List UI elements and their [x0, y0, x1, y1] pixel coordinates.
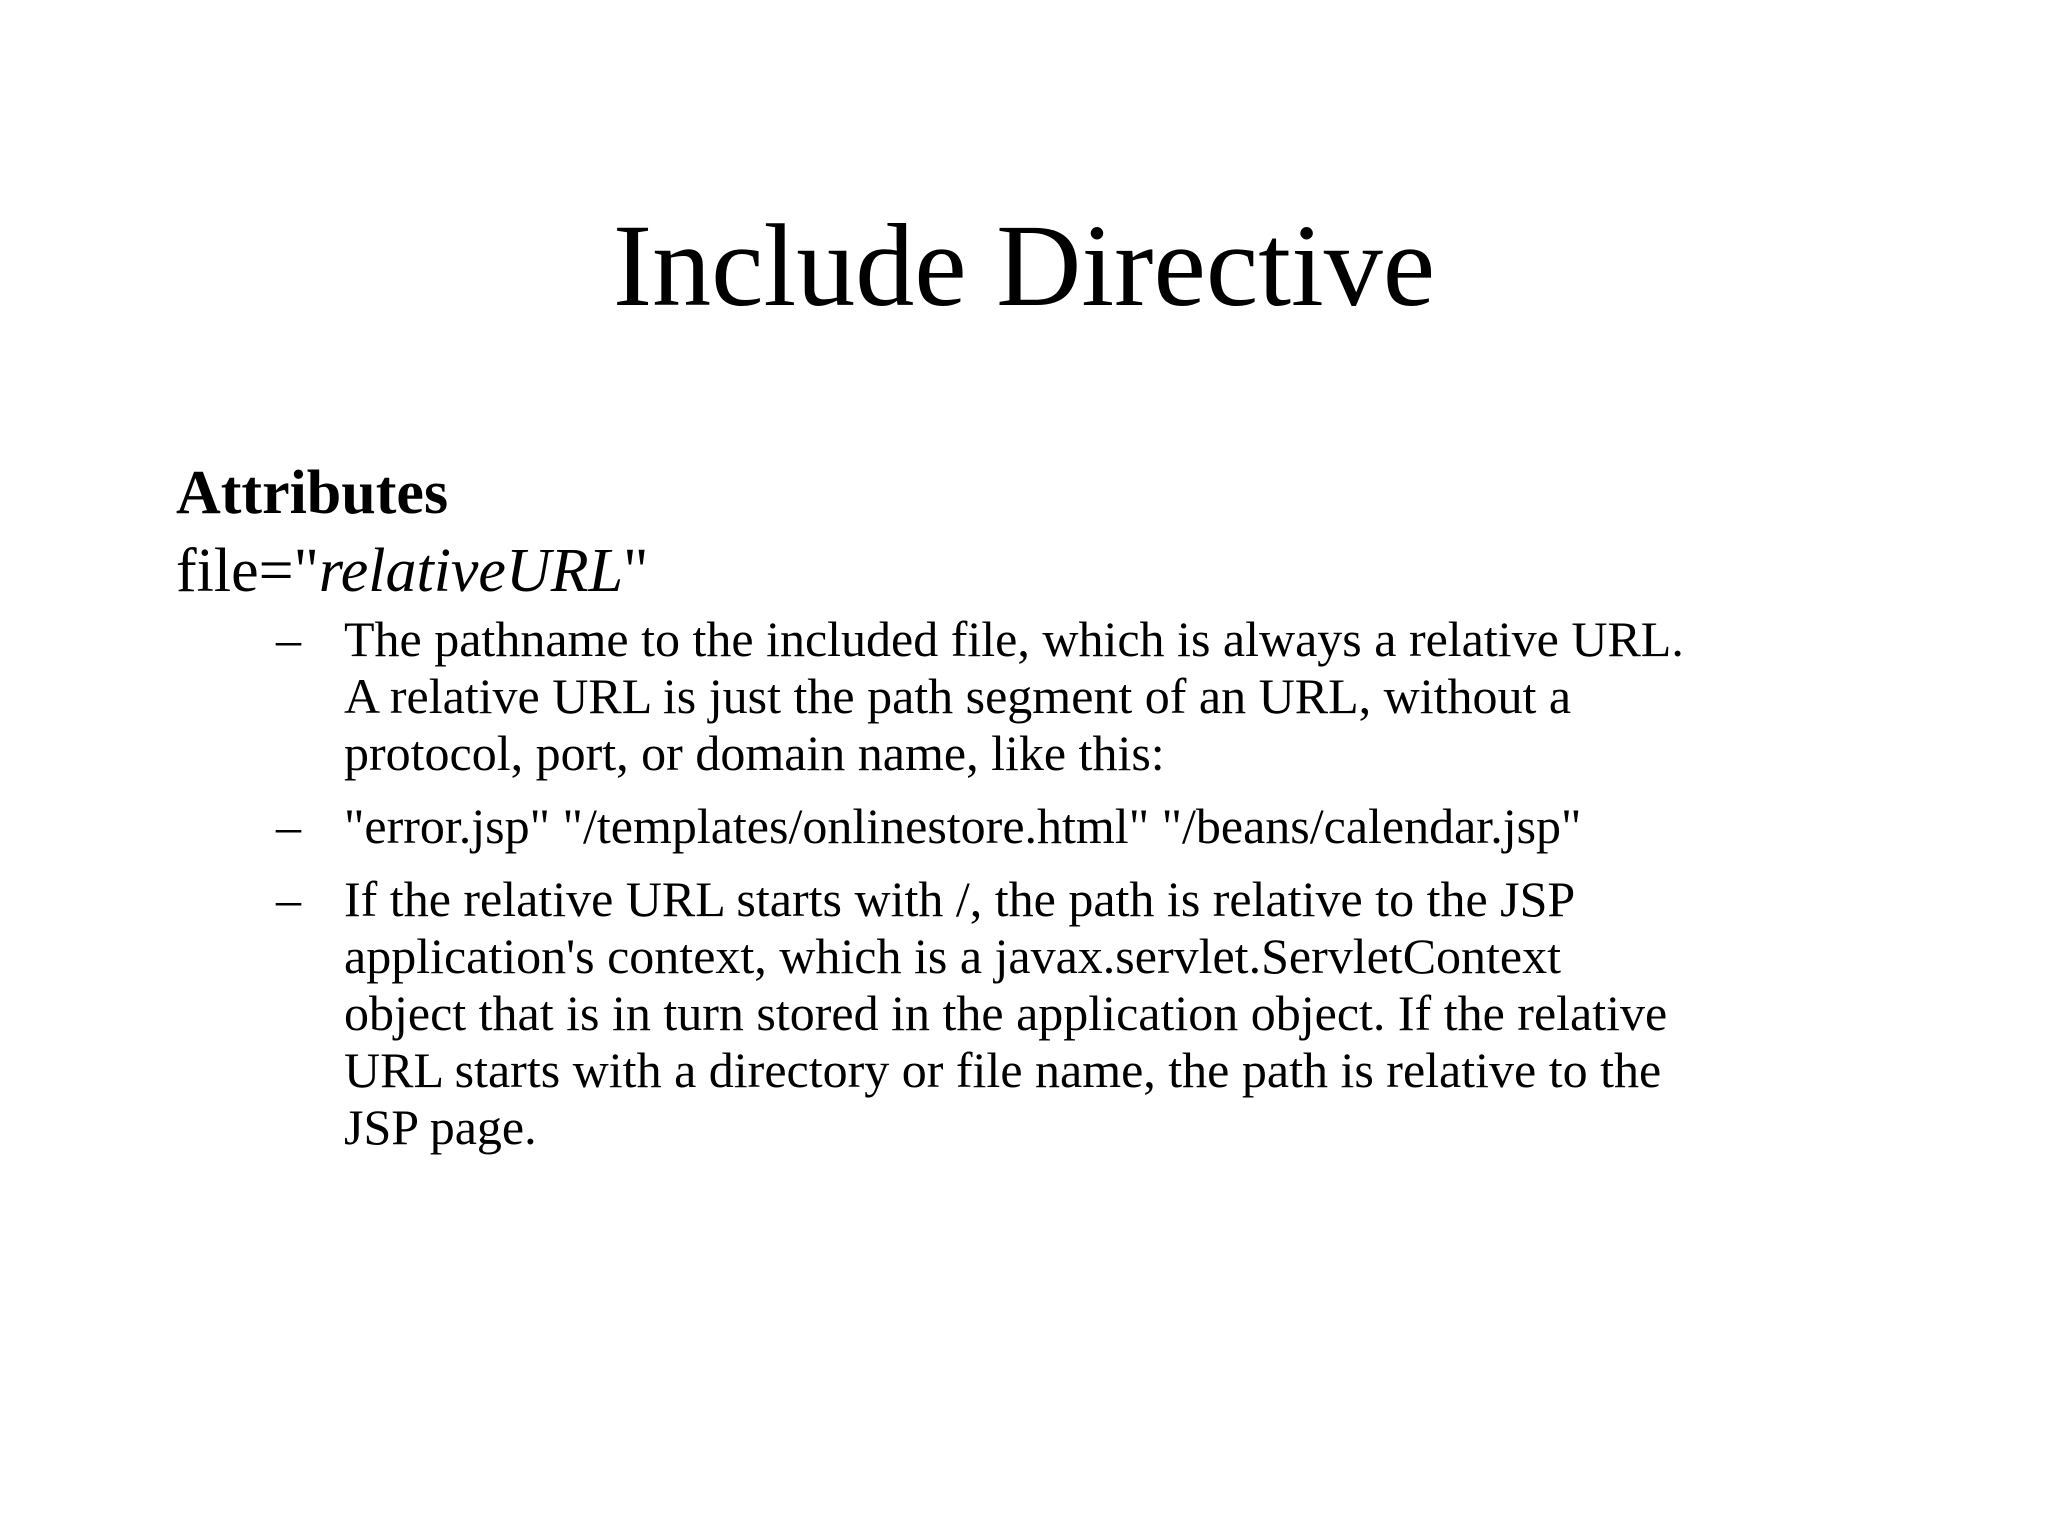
attribute-syntax	[176, 533, 1956, 609]
bullet-item	[176, 798, 1956, 855]
dash-marker: –	[276, 871, 301, 927]
bullet-line: application's context, which is a javax.servlet.ServletContext	[344, 928, 1562, 984]
dash-marker: –	[276, 611, 301, 667]
attribute-value: relativeURL	[318, 537, 624, 605]
dash-marker: –	[276, 798, 301, 854]
bullet-line: "error.jsp" "/templates/onlinestore.html" "/beans/calendar.jsp"	[344, 798, 1582, 854]
bullet-line: URL starts with a directory or file name, the path is relative to the	[344, 1042, 1662, 1098]
slide-title: Include Directive	[612, 200, 1436, 331]
bullet-line: protocol, port, or domain name, like this:	[344, 725, 1165, 781]
bullet-line: JSP page.	[344, 1099, 537, 1155]
bullet-line: A relative URL is just the path segment of an URL, without a	[344, 668, 1572, 724]
attributes-heading: Attributes	[176, 459, 449, 527]
attribute-prefix: file="	[176, 537, 319, 605]
bullet-item	[176, 871, 1956, 1156]
bullet-line: object that is in turn stored in the application object. If the relative	[344, 985, 1668, 1041]
attribute-suffix: "	[623, 537, 649, 605]
bullet-line: If the relative URL starts with /, the path is relative to the JSP	[344, 871, 1576, 927]
bullet-line: The pathname to the included file, which is always a relative URL.	[344, 611, 1684, 667]
bullet-list	[176, 611, 1956, 1156]
bullet-item	[176, 611, 1956, 782]
slide-body	[176, 455, 1956, 1172]
